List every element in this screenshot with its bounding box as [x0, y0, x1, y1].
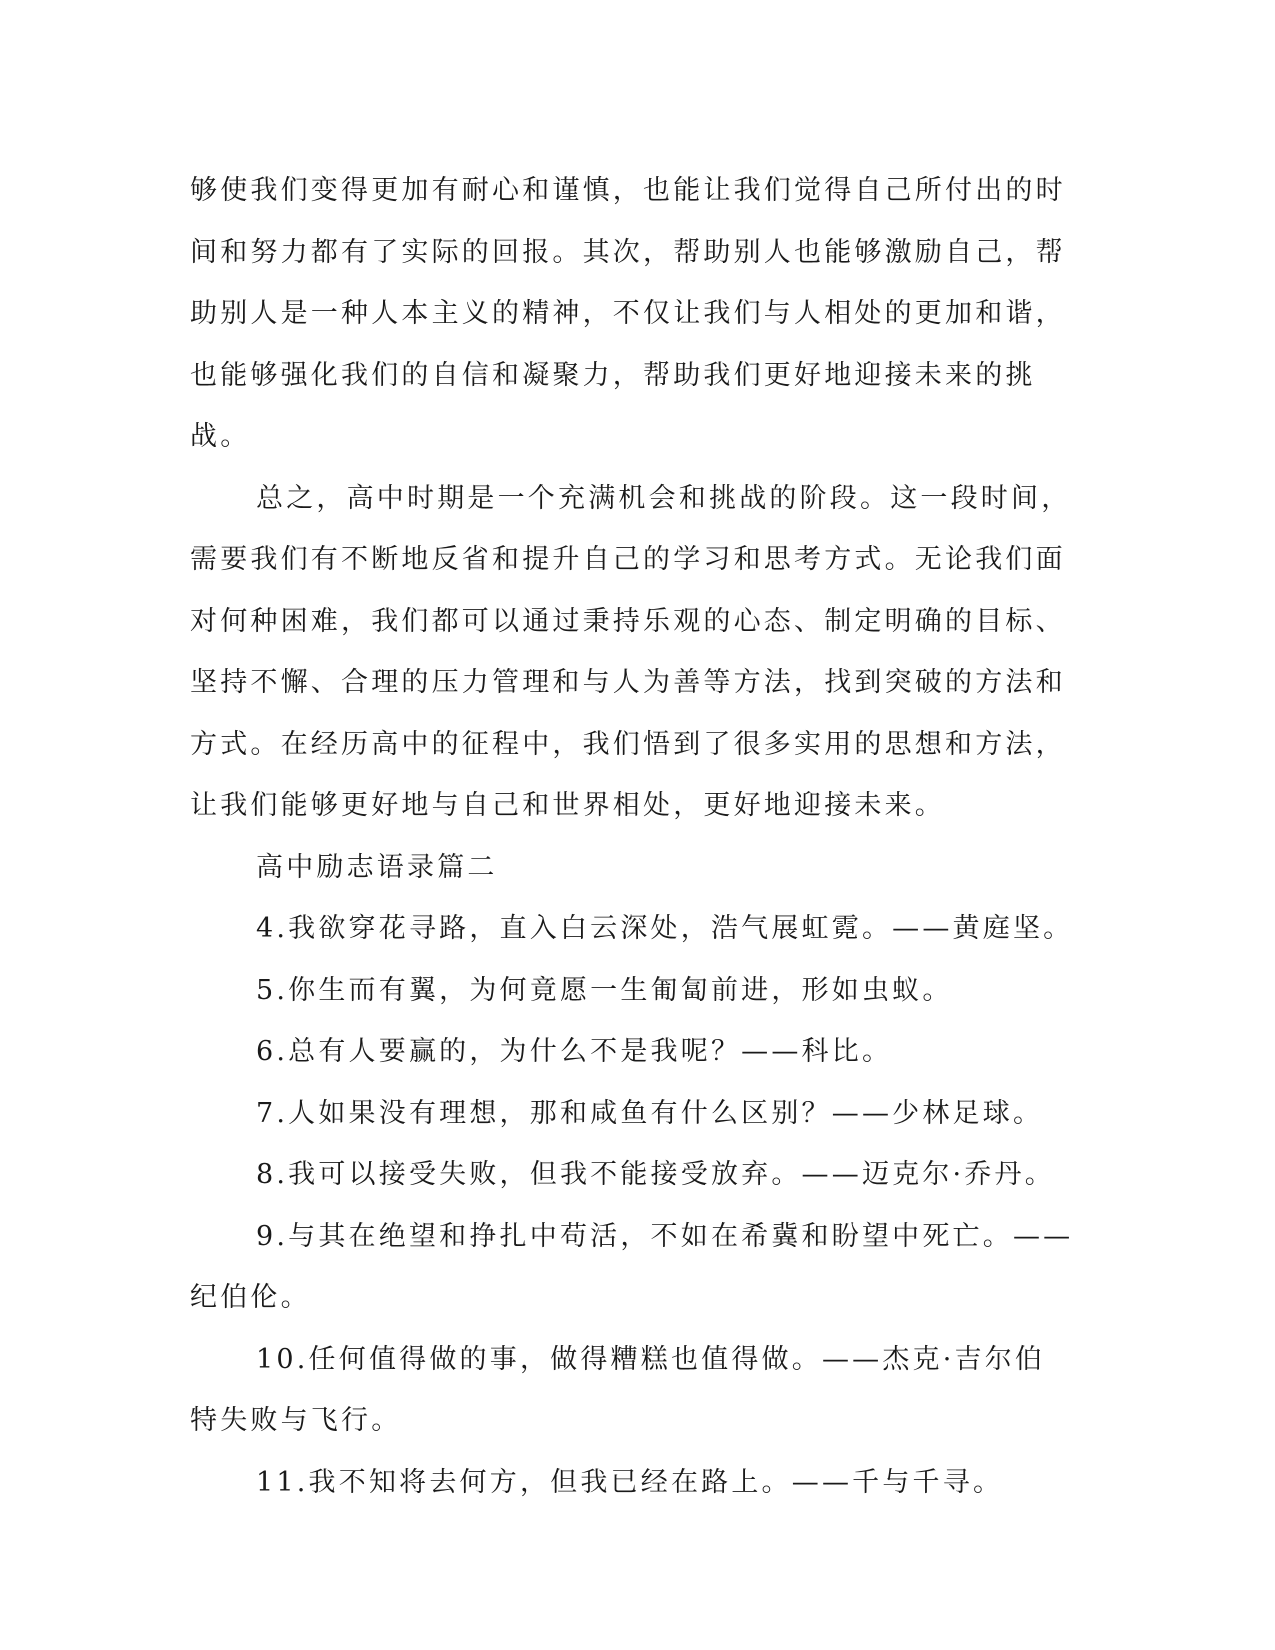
quote-item: 5.你生而有翼，为何竟愿一生匍匐前进，形如虫蚁。	[256, 974, 953, 1006]
quote-item: 10.任何值得做的事，做得糟糕也值得做。——杰克·吉尔伯特失败与飞行。	[190, 1343, 1046, 1436]
document-body	[190, 160, 1074, 1513]
quote-item: 8.我可以接受失败，但我不能接受放弃。——迈克尔·乔丹。	[256, 1159, 1055, 1190]
section-heading: 高中励志语录篇二	[256, 851, 498, 883]
quote-item: 11.我不知将去何方，但我已经在路上。——千与千寻。	[256, 1466, 1004, 1498]
quote-item: 6.总有人要赢的，为什么不是我呢？——科比。	[256, 1036, 893, 1067]
paragraph-conclusion: 总之，高中时期是一个充满机会和挑战的阶段。这一段时间，需要我们有不断地反省和提升自己的学习和思考方式。无论我们面对何种困难，我们都可以通过秉持乐观的心态、制定明确的目标、坚持不懈、合理的压力管理和与人为善等方法，找到突破的方法和方式。在经历高中的征程中，我们悟到了很多实用的思想和方法，让我们能够更好地与自己和世界相处，更好地迎接未来。	[190, 482, 1072, 821]
quote-item: 9.与其在绝望和挣扎中苟活，不如在希冀和盼望中死亡。——纪伯伦。	[190, 1220, 1074, 1313]
quote-item: 7.人如果没有理想，那和咸鱼有什么区别？——少林足球。	[256, 1097, 1044, 1129]
paragraph-continuation: 够使我们变得更加有耐心和谨慎，也能让我们觉得自己所付出的时间和努力都有了实际的回报。其次，帮助别人也能够激励自己，帮助别人是一种人本主义的精神，不仅让我们与人相处的更加和谐，也能够强化我们的自信和凝聚力，帮助我们更好地迎接未来的挑战。	[190, 175, 1066, 452]
quote-item: 4.我欲穿花寻路，直入白云深处，浩气展虹霓。——黄庭坚。	[256, 913, 1074, 944]
